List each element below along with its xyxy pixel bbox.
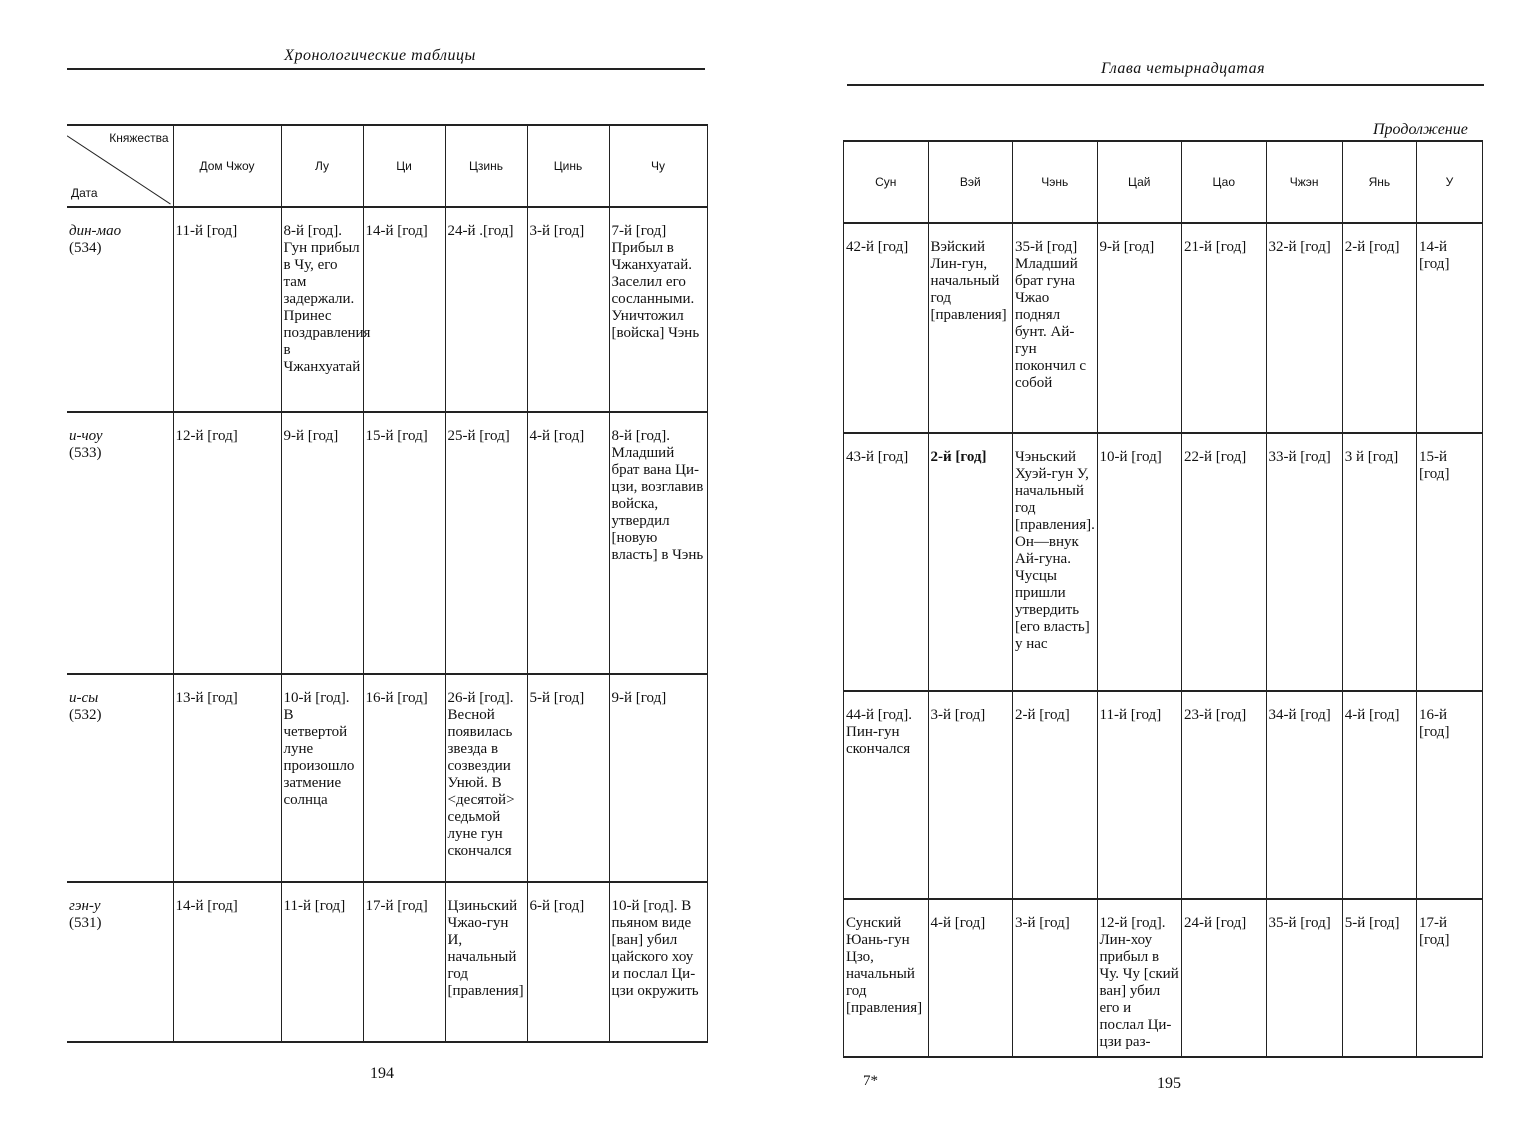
left-running-head: Хронологические таблицы bbox=[284, 47, 476, 64]
table-cell: 43-й [год] bbox=[844, 433, 929, 691]
table-cell: 5-й [год] bbox=[527, 674, 609, 882]
table-cell: 9-й [год] bbox=[609, 674, 707, 882]
table-cell: 10-й [год] bbox=[1097, 433, 1182, 691]
table-cell: 2-й [год] bbox=[1342, 223, 1416, 433]
table-cell: Вэйский Лин-гун, начальный год [правления] bbox=[928, 223, 1013, 433]
col-header: Дом Чжоу bbox=[173, 125, 281, 207]
table-cell: 15-й [год] bbox=[1416, 433, 1482, 691]
right-page bbox=[763, 0, 1526, 1142]
table-cell: 14-й [год] bbox=[1416, 223, 1482, 433]
corner-date-label: Дата bbox=[71, 186, 98, 200]
col-header: Лу bbox=[281, 125, 363, 207]
table-cell: 14-й [год] bbox=[363, 207, 445, 412]
table-cell: 44-й [год]. Пин-гун скончался bbox=[844, 691, 929, 899]
table-cell: 10-й [год]. В пьяном виде [ван] убил цайского хоу и послал Ци-цзи окружить bbox=[609, 882, 707, 1042]
table-cell: 9-й [год] bbox=[281, 412, 363, 674]
col-header: Вэй bbox=[928, 141, 1013, 223]
table-cell: 32-й [год] bbox=[1266, 223, 1342, 433]
table-cell: 17-й [год] bbox=[1416, 899, 1482, 1057]
table-cell: 16-й [год] bbox=[363, 674, 445, 882]
col-header: Цинь bbox=[527, 125, 609, 207]
table-cell: 4-й [год] bbox=[928, 899, 1013, 1057]
date-cell bbox=[67, 882, 173, 1042]
col-header: Чжэн bbox=[1266, 141, 1342, 223]
year-bc: (533) bbox=[69, 445, 102, 461]
table-cell: 33-й [год] bbox=[1266, 433, 1342, 691]
col-header: Ци bbox=[363, 125, 445, 207]
corner-header bbox=[67, 125, 173, 207]
cyclical-date: дин-мао bbox=[69, 223, 122, 239]
table-row bbox=[67, 882, 707, 1042]
date-cell bbox=[67, 207, 173, 412]
table-cell: 35-й [год] bbox=[1266, 899, 1342, 1057]
year-bc: (534) bbox=[69, 240, 102, 256]
col-header: Цао bbox=[1182, 141, 1267, 223]
signature-mark: 7* bbox=[863, 1073, 878, 1089]
table-cell: Чэньский Хуэй-гун У, начальный год [правления]. Он—внук Ай-гуна. Чусцы пришли утвердить [его власть] у нас bbox=[1013, 433, 1098, 691]
table-cell: 15-й [год] bbox=[363, 412, 445, 674]
right-head-rule bbox=[847, 84, 1484, 86]
left-chronology-table bbox=[67, 124, 708, 1043]
col-header: Чу bbox=[609, 125, 707, 207]
table-cell: 4-й [год] bbox=[1342, 691, 1416, 899]
table-cell: 21-й [год] bbox=[1182, 223, 1267, 433]
table-cell: Сунский Юань-гун Цзо, начальный год [правления] bbox=[844, 899, 929, 1057]
col-header: Сун bbox=[844, 141, 929, 223]
table-cell: 10-й [год]. В четвертой луне произошло затмение солнца bbox=[281, 674, 363, 882]
table-cell: 24-й .[год] bbox=[445, 207, 527, 412]
table-row bbox=[844, 899, 1483, 1057]
table-cell: 2-й [год] bbox=[1013, 691, 1098, 899]
table-cell: 14-й [год] bbox=[173, 882, 281, 1042]
table-cell: 6-й [год] bbox=[527, 882, 609, 1042]
year-bc: (531) bbox=[69, 915, 102, 931]
continuation-label: Продолжение bbox=[1373, 121, 1468, 138]
table-cell: 3-й [год] bbox=[527, 207, 609, 412]
table-cell: 34-й [год] bbox=[1266, 691, 1342, 899]
table-cell: 16-й [год] bbox=[1416, 691, 1482, 899]
date-cell bbox=[67, 674, 173, 882]
table-cell: 11-й [год] bbox=[281, 882, 363, 1042]
corner-principalities-label: Княжества bbox=[109, 131, 169, 145]
table-cell: 11-й [год] bbox=[173, 207, 281, 412]
table-cell: 2-й [год] bbox=[928, 433, 1013, 691]
table-cell: Цзиньский Чжао-гун И, начальный год [правления] bbox=[445, 882, 527, 1042]
table-cell: 12-й [год] bbox=[173, 412, 281, 674]
table-row bbox=[67, 674, 707, 882]
right-page-number: 195 bbox=[1157, 1075, 1181, 1092]
cyclical-date: гэн-у bbox=[69, 898, 101, 914]
table-cell: 17-й [год] bbox=[363, 882, 445, 1042]
right-running-head: Глава четырнадцатая bbox=[1100, 60, 1266, 77]
table-cell: 23-й [год] bbox=[1182, 691, 1267, 899]
table-row bbox=[844, 223, 1483, 433]
table-cell: 5-й [год] bbox=[1342, 899, 1416, 1057]
table-row bbox=[844, 691, 1483, 899]
table-cell: 35-й [год] Младший брат гуна Чжао поднял бунт. Ай-гун покончил с собой bbox=[1013, 223, 1098, 433]
table-row bbox=[844, 433, 1483, 691]
cyclical-date: и-сы bbox=[69, 690, 99, 706]
left-page-number: 194 bbox=[370, 1065, 394, 1082]
right-chronology-table bbox=[843, 140, 1483, 1058]
col-header: У bbox=[1416, 141, 1482, 223]
year-bc: (532) bbox=[69, 707, 102, 723]
col-header: Цай bbox=[1097, 141, 1182, 223]
table-cell: 9-й [год] bbox=[1097, 223, 1182, 433]
cyclical-date: и-чоу bbox=[69, 428, 103, 444]
table-cell: 4-й [год] bbox=[527, 412, 609, 674]
col-header: Чэнь bbox=[1013, 141, 1098, 223]
col-header: Цзинь bbox=[445, 125, 527, 207]
table-cell: 13-й [год] bbox=[173, 674, 281, 882]
table-cell: 11-й [год] bbox=[1097, 691, 1182, 899]
table-cell: 3-й [год] bbox=[928, 691, 1013, 899]
table-cell: 24-й [год] bbox=[1182, 899, 1267, 1057]
table-cell: 8-й [год]. Младший брат вана Ци-цзи, возглавив войска, утвердил [новую власть] в Чэнь bbox=[609, 412, 707, 674]
table-cell: 3-й [год] bbox=[1013, 899, 1098, 1057]
date-cell bbox=[67, 412, 173, 674]
col-header: Янь bbox=[1342, 141, 1416, 223]
table-cell: 3 й [год] bbox=[1342, 433, 1416, 691]
table-row bbox=[67, 412, 707, 674]
table-cell: 7-й [год] Прибыл в Чжанхуатай. Заселил его сосланными. Уничтожил [войска] Чэнь bbox=[609, 207, 707, 412]
table-cell: 8-й [год]. Гун прибыл в Чу, его там задержали. Принес поздравления в Чжанхуатай bbox=[281, 207, 363, 412]
table-cell: 12-й [год]. Лин-хоу прибыл в Чу. Чу [ский ван] убил его и послал Ци-цзи раз- bbox=[1097, 899, 1182, 1057]
table-row bbox=[67, 207, 707, 412]
table-cell: 22-й [год] bbox=[1182, 433, 1267, 691]
table-cell: 42-й [год] bbox=[844, 223, 929, 433]
table-cell: 26-й [год]. Весной появилась звезда в созвездии Унюй. В <десятой> седьмой луне гун скончался bbox=[445, 674, 527, 882]
table-cell: 25-й [год] bbox=[445, 412, 527, 674]
left-head-rule bbox=[67, 68, 705, 70]
